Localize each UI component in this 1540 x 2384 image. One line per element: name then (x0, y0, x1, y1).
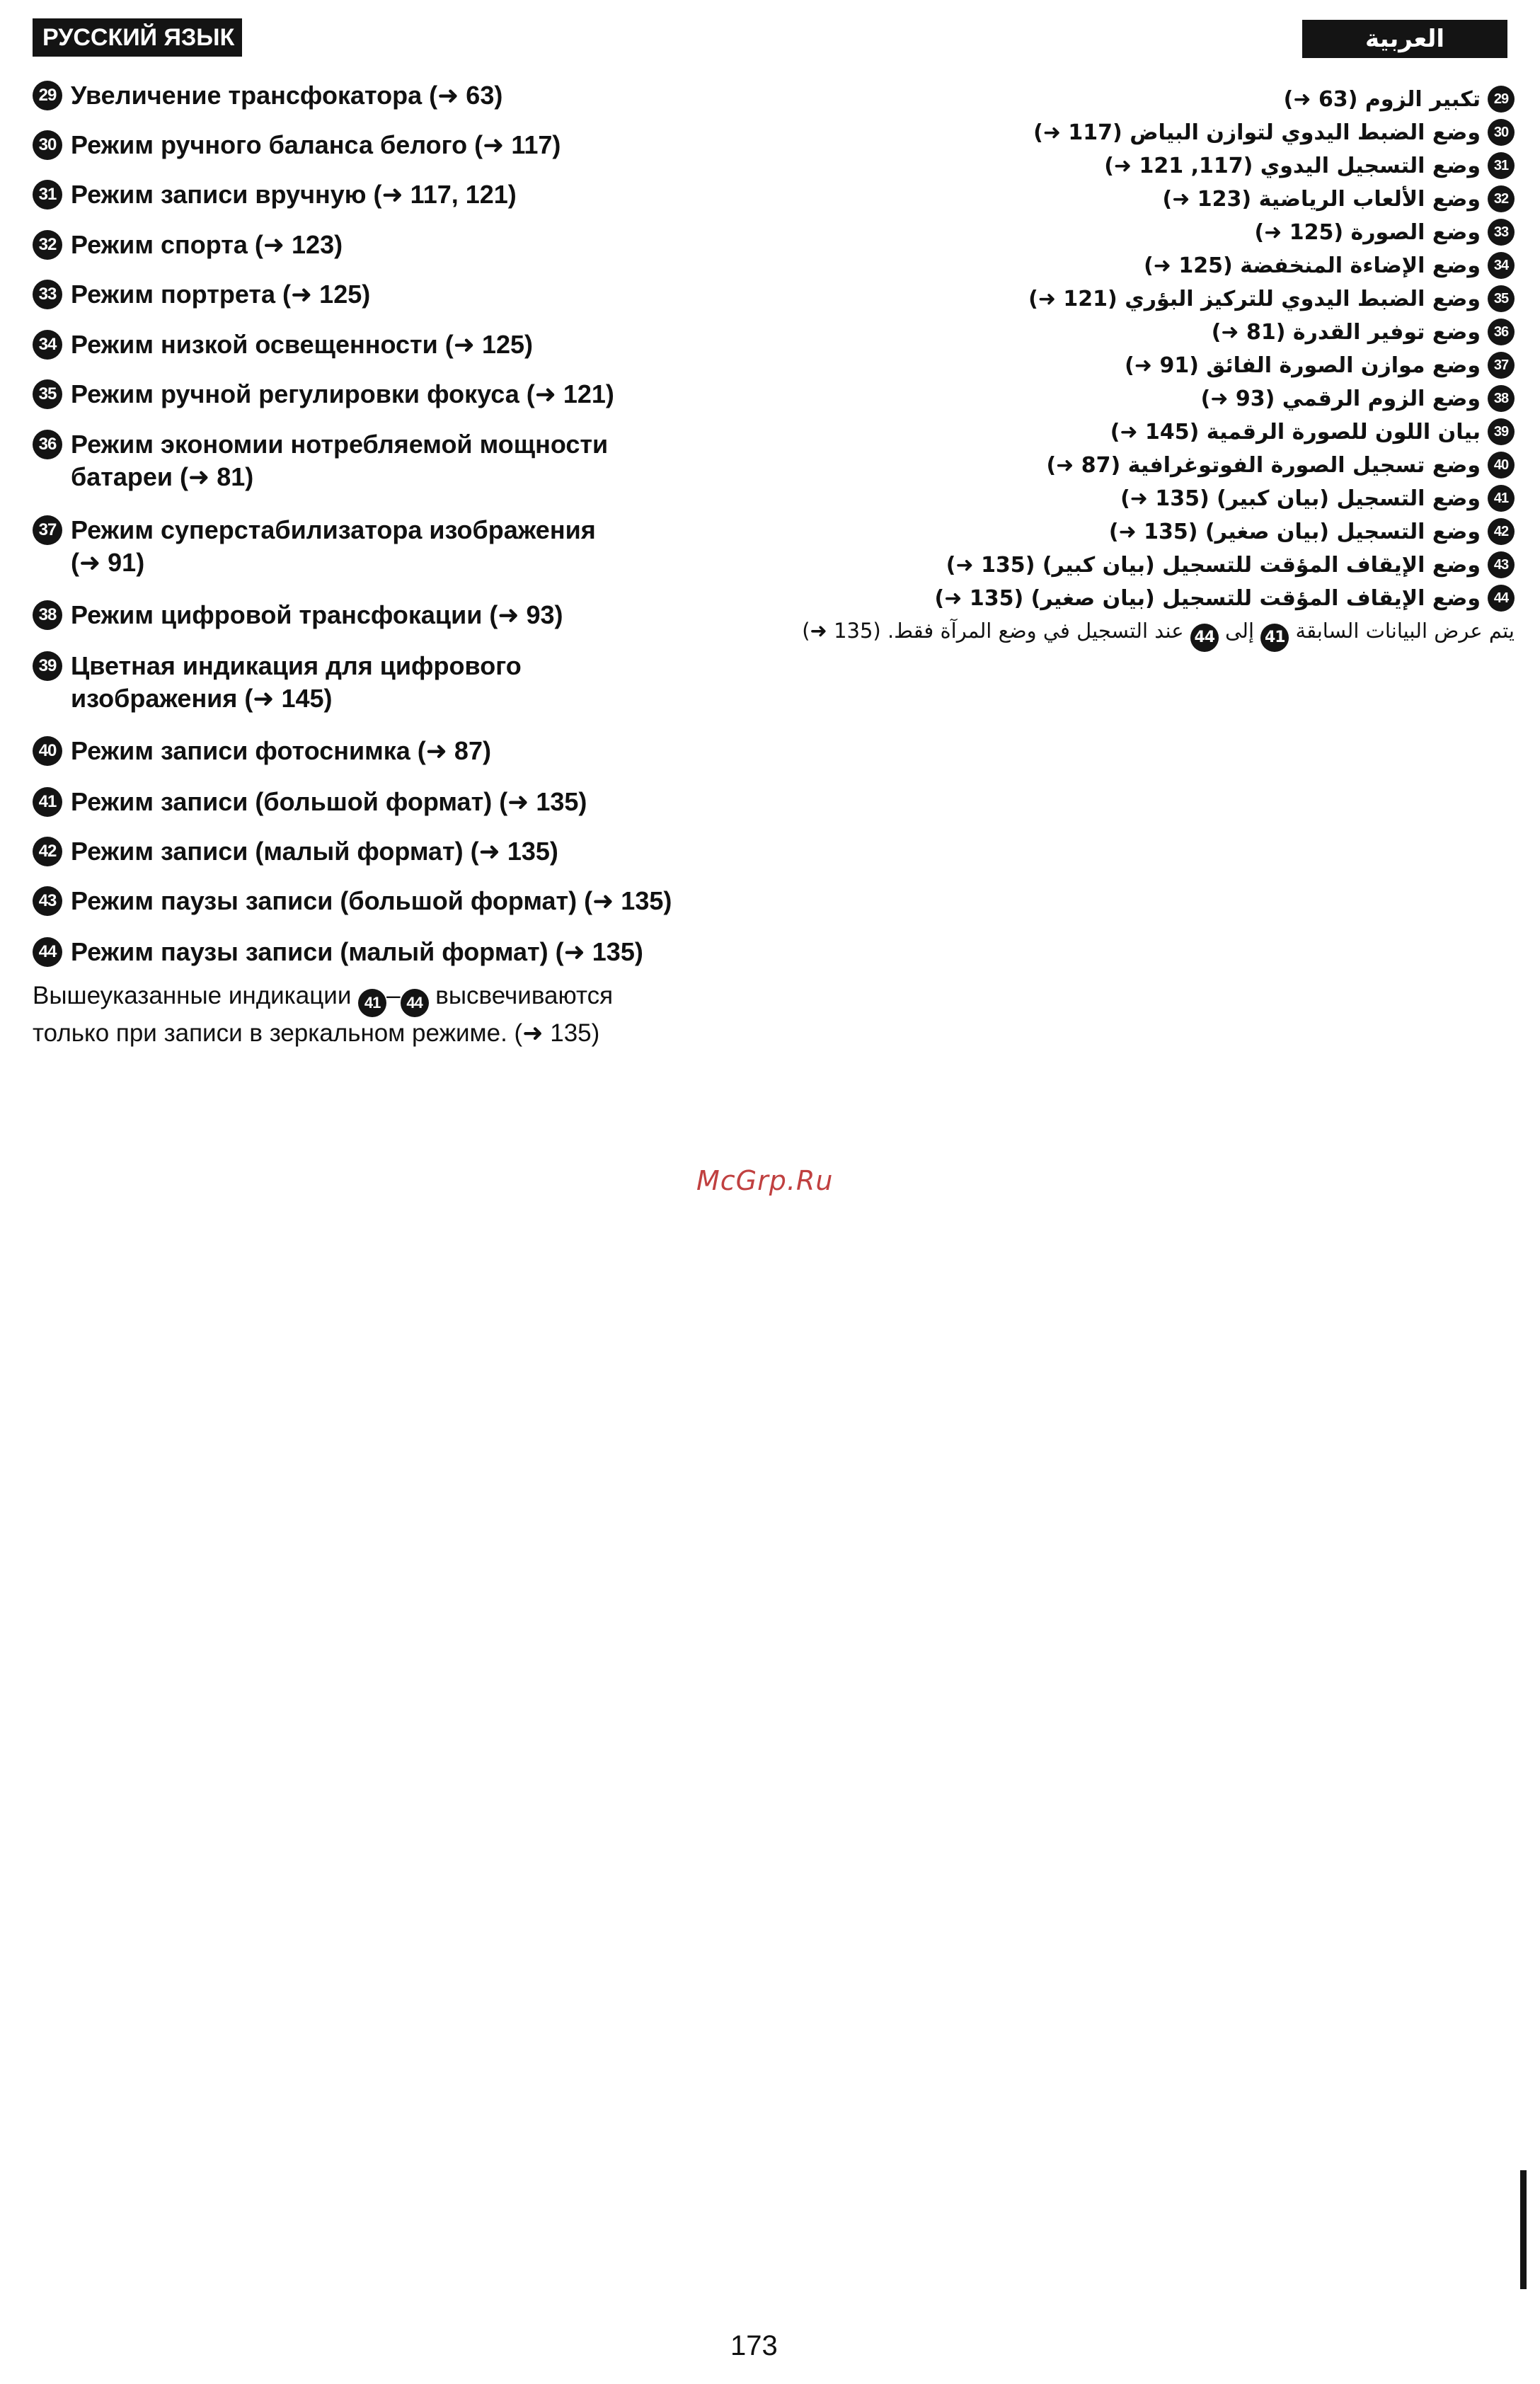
footnote-dash: – (386, 982, 401, 1009)
item-text: Режим записи (малый формат) (➜ 135) (71, 837, 558, 866)
item-text: Режим экономии нотребляемой мощности батареи (➜ 81) (71, 430, 609, 491)
list-item (33, 735, 740, 767)
item-number-badge: 43 (1488, 551, 1515, 578)
footnote-text: إلى (1218, 619, 1261, 643)
item-number-badge: 34 (33, 330, 62, 360)
list-item (1104, 150, 1515, 181)
list-item (1046, 449, 1515, 481)
footnote-text: عند التسجيل في وضع المرآة فقط. (135 ➜) (802, 619, 1190, 643)
list-item (1284, 84, 1515, 115)
list-item (1144, 250, 1515, 281)
item-text: وضع توفير القدرة (81 ➜) (1211, 319, 1481, 345)
item-text: Режим паузы записи (большой формат) (➜ 135) (71, 886, 672, 915)
russian-footnote (33, 980, 740, 1050)
item-text: وضع الإيقاف المؤقت للتسجيل (بيان صغير) (135 ➜) (934, 585, 1481, 611)
item-text: بيان اللون للصورة الرقمية (145 ➜) (1110, 419, 1481, 445)
item-text: تكبير الزوم (63 ➜) (1283, 86, 1481, 112)
item-number-badge: 33 (1488, 219, 1515, 246)
list-item (1109, 516, 1515, 547)
item-text: وضع تسجيل الصورة الفوتوغرافية (87 ➜) (1046, 452, 1481, 478)
item-number-badge: 41 (1260, 624, 1289, 652)
item-number-badge: 29 (1488, 86, 1515, 113)
item-number-badge: 32 (1488, 185, 1515, 212)
item-number-badge: 41 (33, 787, 62, 817)
item-text: Режим паузы записи (малый формат) (➜ 135) (71, 937, 643, 966)
item-number-badge: 44 (1488, 585, 1515, 612)
item-text: Режим ручного баланса белого (➜ 117) (71, 130, 561, 159)
item-number-badge: 40 (33, 736, 62, 766)
list-item (1212, 316, 1515, 348)
list-item (33, 599, 740, 631)
item-text: Режим суперстабилизатора изображения (➜ 91) (71, 515, 596, 577)
list-item (33, 936, 740, 968)
item-number-badge: 33 (33, 280, 62, 309)
item-number-badge: 31 (1488, 152, 1515, 179)
list-item (1163, 183, 1515, 214)
item-number-badge: 30 (33, 130, 62, 160)
list-item (33, 178, 740, 211)
item-number-badge: 38 (1488, 385, 1515, 412)
list-item (33, 129, 740, 161)
list-item (1120, 483, 1515, 514)
item-number-badge: 34 (1488, 252, 1515, 279)
item-number-badge: 38 (33, 600, 62, 630)
item-number-badge: 44 (401, 989, 429, 1017)
item-text: وضع التسجيل (بيان كبير) (135 ➜) (1120, 486, 1481, 511)
list-item (33, 378, 740, 411)
item-text: وضع موازن الصورة الفائق (91 ➜) (1125, 353, 1481, 378)
item-number-badge: 30 (1488, 119, 1515, 146)
item-number-badge: 32 (33, 230, 62, 260)
item-number-badge: 42 (33, 837, 62, 866)
item-text: Увеличение трансфокатора (➜ 63) (71, 81, 503, 110)
item-text: وضع التسجيل (بيان صغير) (135 ➜) (1108, 519, 1481, 544)
footnote-text: только при записи в зеркальном режиме. (➜ 135) (33, 1019, 600, 1047)
item-number-badge: 36 (1488, 319, 1515, 345)
list-item (1028, 283, 1515, 314)
list-item (33, 229, 740, 261)
item-number-badge: 40 (1488, 452, 1515, 478)
item-text: Цветная индикация для цифрового изображения (➜ 145) (71, 651, 522, 713)
item-number-badge: 39 (1488, 418, 1515, 445)
item-number-badge: 31 (33, 180, 62, 210)
item-text: وضع التسجيل اليدوي (117, 121 ➜) (1104, 153, 1481, 178)
list-item (33, 79, 740, 112)
item-text: Режим ручной регулировки фокуса (➜ 121) (71, 379, 614, 408)
list-item (946, 549, 1515, 580)
item-text: وضع الضبط اليدوي لتوازن البياض (117 ➜) (1033, 120, 1481, 145)
list-item (1125, 350, 1515, 381)
arabic-language-badge: العربية (1302, 20, 1507, 58)
item-text: Режим портрета (➜ 125) (71, 280, 371, 309)
list-item (1201, 383, 1515, 414)
list-item (33, 514, 740, 579)
page-number: 173 (730, 2330, 778, 2361)
item-text: Режим записи фотоснимка (➜ 87) (71, 736, 491, 765)
item-number-badge: 41 (358, 989, 386, 1017)
item-text: وضع الزوم الرقمي (93 ➜) (1200, 386, 1481, 411)
footnote-text: يتم عرض البيانات السابقة (1289, 619, 1515, 643)
list-item (33, 278, 740, 311)
item-text: Режим низкой освещенности (➜ 125) (71, 330, 533, 359)
item-number-badge: 35 (33, 379, 62, 409)
arabic-footnote (802, 619, 1515, 652)
list-item (935, 583, 1515, 614)
list-item (33, 328, 740, 361)
item-number-badge: 29 (33, 81, 62, 110)
item-text: وضع الإضاءة المنخفضة (125 ➜) (1144, 253, 1481, 278)
item-text: Режим спорта (➜ 123) (71, 230, 343, 259)
item-number-badge: 42 (1488, 518, 1515, 545)
item-text: وضع الألعاب الرياضية (123 ➜) (1162, 186, 1481, 212)
item-number-badge: 43 (33, 886, 62, 916)
item-number-badge: 37 (1488, 352, 1515, 379)
footnote-text: Вышеуказанные индикации (33, 982, 359, 1009)
item-number-badge: 36 (33, 430, 62, 459)
list-item (33, 650, 740, 715)
footnote-text: высвечиваются (428, 982, 614, 1009)
item-text: وضع الضبط اليدوي للتركيز البؤري (121 ➜) (1028, 286, 1481, 311)
list-item (33, 885, 740, 917)
list-item (1254, 217, 1515, 248)
list-item (33, 786, 740, 818)
item-text: وضع الإيقاف المؤقت للتسجيل (بيان كبير) (135 ➜) (946, 552, 1481, 578)
item-number-badge: 35 (1488, 285, 1515, 312)
watermark: McGrp.Ru (696, 1165, 834, 1196)
list-item (1033, 117, 1515, 148)
item-number-badge: 44 (1190, 624, 1219, 652)
item-text: Режим записи (большой формат) (➜ 135) (71, 787, 587, 816)
item-text: Режим цифровой трансфокации (➜ 93) (71, 600, 563, 629)
item-number-badge: 39 (33, 651, 62, 681)
page-edge-marker (1520, 2170, 1527, 2289)
list-item (33, 835, 740, 868)
item-text: وضع الصورة (125 ➜) (1254, 219, 1481, 245)
list-item (1110, 416, 1515, 447)
item-number-badge: 41 (1488, 485, 1515, 512)
item-number-badge: 37 (33, 515, 62, 545)
list-item (33, 428, 740, 493)
item-text: Режим записи вручную (➜ 117, 121) (71, 180, 517, 209)
russian-language-badge: РУССКИЙ ЯЗЫК (33, 18, 242, 57)
item-number-badge: 44 (33, 937, 62, 967)
